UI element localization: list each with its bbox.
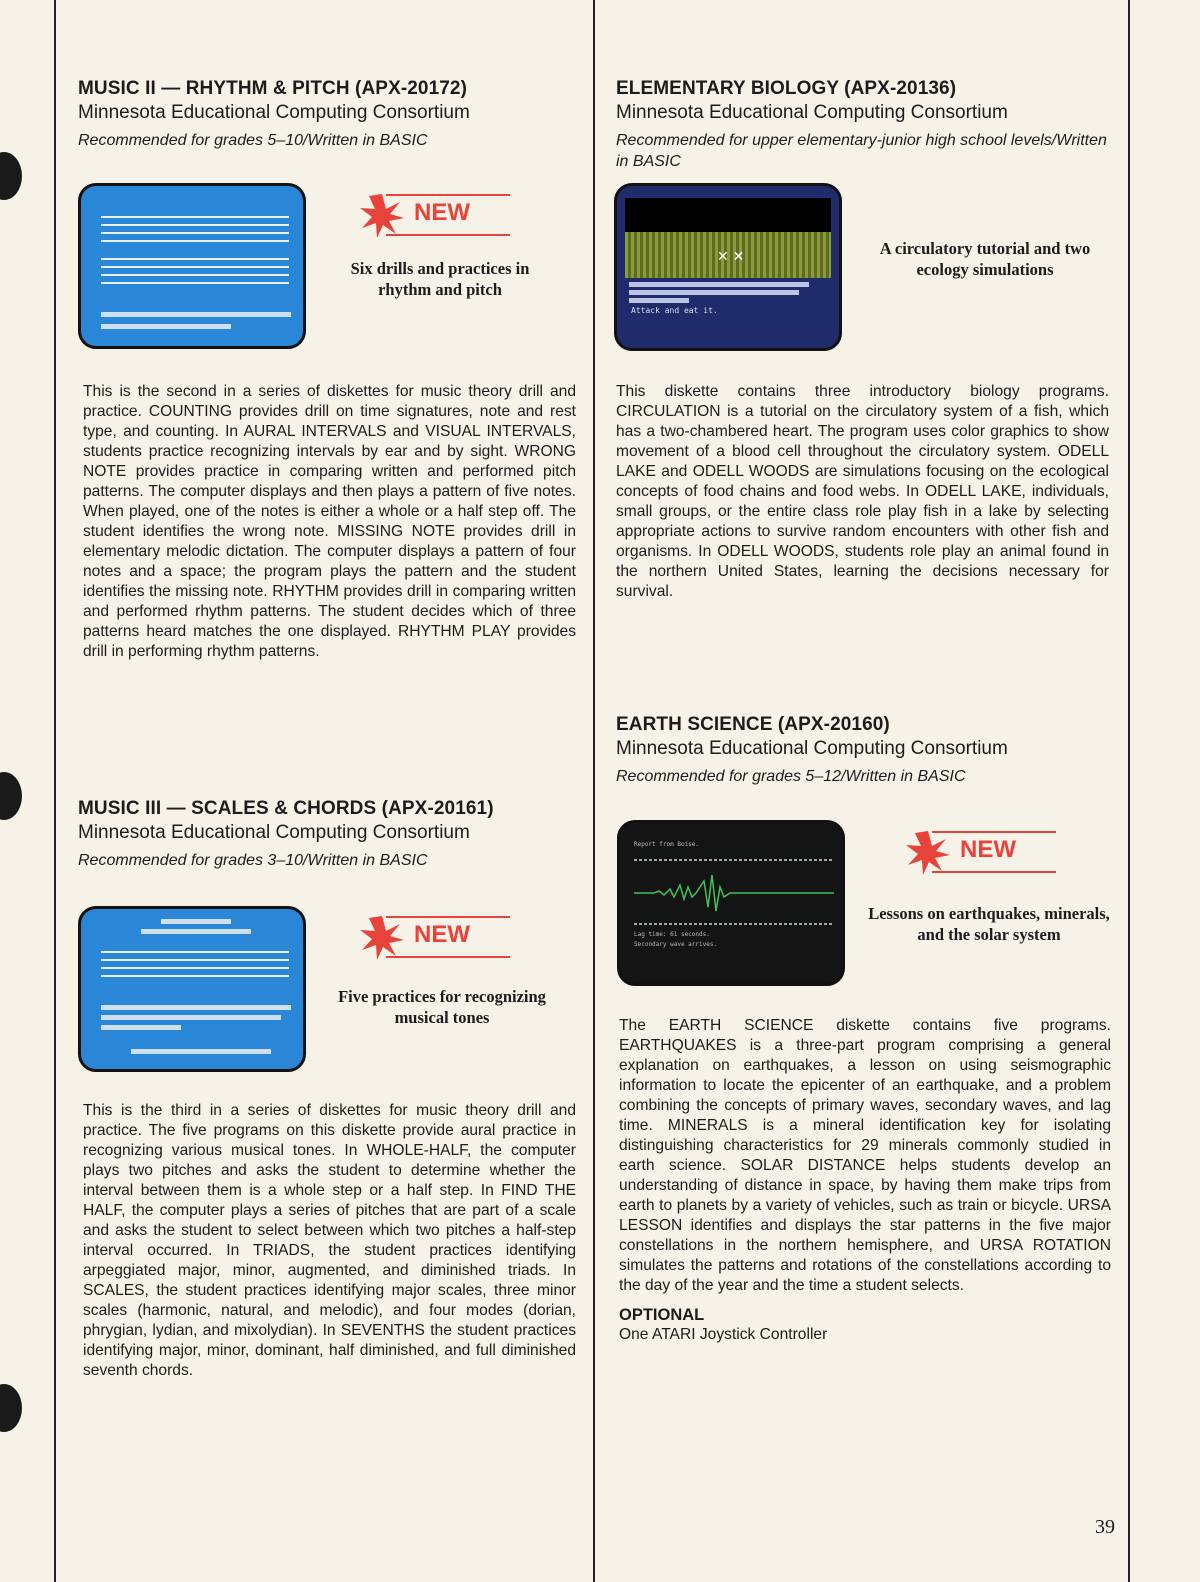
music3-grades: Recommended for grades 3–10/Written in BASIC [78, 852, 428, 869]
biology-grades: Recommended for upper elementary-junior high school levels/Written in BASIC [616, 132, 1107, 170]
biology-header [616, 78, 1111, 172]
biology-screenshot [614, 183, 842, 351]
center-column-rule [593, 0, 595, 1582]
music3-new-label: NEW [414, 921, 470, 948]
biology-caption: A circulatory tutorial and two ecology simulations [879, 239, 1091, 279]
earth-screen-line1: Report from Boise. [634, 841, 700, 848]
binder-hole-bottom [0, 1384, 22, 1432]
music3-description: This is the third in a series of diskettes for music theory drill and practice. The five programs on this diskette provide aural practice in recognizing various musical tones. In WHOLE-HALF, the computer plays two pitches and asks the student to determine whether the interval between them is a whole step or a half step. In FIND THE HALF, the computer plays a series of pitches that are part of a scale and asks the student to select between which two pitches a half-step interval occurred. In TRIADS, the student practices identifying arpeggiated major, minor, augmented, and diminished triads. In SCALES, the student practices identifying major scales, three minor scales (harmonic, natural, and melodic), and four modes (dorian, phrygian, lydian, and mixolydian). In SEVENTHS the student practices identifying major, minor, dominant, half diminished, and full diminished seventh chords. [83, 1102, 576, 1379]
earth-description: The EARTH SCIENCE diskette contains five programs. EARTHQUAKES is a three-part program comprising a general explanation on earthquakes, a lesson on using seismographic information to locate the epicenter of an earthquake, and a problem combining the concepts of primary waves, secondary waves, and lag time. MINERALS is a mineral identification key for isolating distinguishing characteristics for 29 minerals commonly studied in earth science. SOLAR DISTANCE helps students develop an understanding of distance in space, by having them make trips from earth to planets by a variety of vehicles, such as train or bicycle. URSA LESSON identifies and displays the star patterns in the five major constellations in the northern hemisphere, and URSA ROTATION simulates the patterns and rotations of the constellations according to the day of the year and the time a student selects. [619, 1017, 1111, 1294]
music3-new-badge [360, 912, 510, 962]
biology-publisher: Minnesota Educational Computing Consortium [616, 102, 1008, 123]
music2-publisher: Minnesota Educational Computing Consortium [78, 102, 470, 123]
starburst-icon [906, 831, 950, 875]
left-margin-rule [54, 0, 56, 1582]
page-number: 39 [1095, 1516, 1115, 1538]
earth-header [616, 714, 1111, 787]
music2-title: MUSIC II — RHYTHM & PITCH (APX-20172) [78, 78, 468, 99]
music3-caption: Five practices for recognizing musical tones [338, 987, 546, 1027]
earth-screenshot [617, 820, 845, 986]
earth-new-label: NEW [960, 836, 1016, 863]
biology-description: This diskette contains three introductory biology programs. CIRCULATION is a tutorial on the circulatory system of a fish, which has a two-chambered heart. The program uses color graphics to show movement of a blood cell throughout the circulatory system. ODELL LAKE and ODELL WOODS are simulations focusing on the ecological concepts of food chains and food webs. In ODELL LAKE, individuals, small groups, or the entire class role play fish in a lake by selecting appropriate actions to survive random encounters with other fish and organisms. In ODELL WOODS, students role play an animal found in the northern United States, learning the decisions necessary for survival. [616, 383, 1109, 600]
music3-publisher: Minnesota Educational Computing Consortium [78, 822, 470, 843]
earth-new-badge [906, 827, 1056, 877]
earth-grades: Recommended for grades 5–12/Written in BASIC [616, 768, 966, 785]
music2-grades: Recommended for grades 5–10/Written in BASIC [78, 132, 428, 149]
starburst-icon [360, 916, 404, 960]
biology-title: ELEMENTARY BIOLOGY (APX-20136) [616, 78, 957, 99]
music2-screenshot [78, 183, 306, 349]
earth-optional-label: OPTIONAL [619, 1306, 705, 1324]
fish-icon: ✕ ✕ [717, 248, 745, 264]
earth-screen-line2: Lag time: 61 seconds. [634, 931, 710, 938]
earth-title: EARTH SCIENCE (APX-20160) [616, 714, 890, 735]
lake-scene [625, 198, 831, 232]
earth-optional-text: One ATARI Joystick Controller [619, 1326, 828, 1343]
earth-body [619, 1016, 1111, 1345]
music2-caption: Six drills and practices in rhythm and pitch [350, 259, 530, 299]
biology-screen-prompt: Attack and eat it. [631, 306, 718, 315]
earth-caption: Lessons on earthquakes, minerals, and the solar system [868, 904, 1110, 944]
music2-new-label: NEW [414, 199, 470, 226]
music3-screenshot [78, 906, 306, 1072]
starburst-icon [360, 194, 404, 238]
music3-header [78, 798, 578, 871]
music3-title: MUSIC III — SCALES & CHORDS (APX-20161) [78, 798, 494, 819]
music2-new-badge [360, 190, 510, 240]
seismograph-trace [634, 867, 834, 917]
binder-hole-middle [0, 772, 22, 820]
music2-header [78, 78, 578, 151]
earth-publisher: Minnesota Educational Computing Consortium [616, 738, 1008, 759]
binder-hole-top [0, 152, 22, 200]
earth-screen-line3: Secondary wave arrives. [634, 941, 718, 948]
music2-description: This is the second in a series of diskettes for music theory drill and practice. COUNTING provides drill on time signatures, note and rest type, and counting. In AURAL INTERVALS and VISUAL INTERVALS, students practice recognizing intervals by ear and by sight. WRONG NOTE provides practice in comparing written and performed pitch patterns. The computer displays and then plays a pattern of five notes. When played, one of the notes is either a whole or a half step off. The student identifies the wrong note. MISSING NOTE provides drill in elementary melodic dictation. The computer displays a pattern of four notes and a space; the program plays the pattern and the student identifies the missing note. RHYTHM provides drill in comparing written and performed rhythm patterns. The student decides which of three patterns heard matches the one displayed. RHYTHM PLAY provides drill in performing rhythm patterns. [83, 383, 576, 660]
right-margin-rule [1128, 0, 1130, 1582]
